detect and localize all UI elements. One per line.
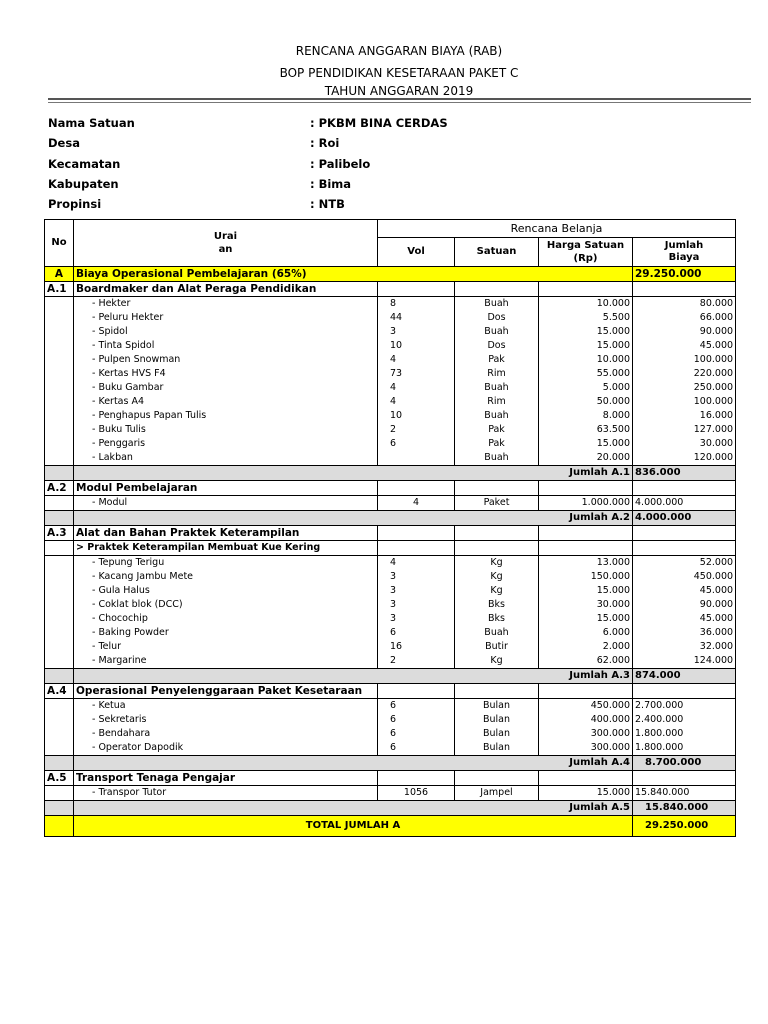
item-jumlah: 100.000 — [633, 353, 736, 367]
empty-cell — [45, 654, 74, 669]
doc-year: TAHUN ANGGARAN 2019 — [324, 84, 474, 98]
item-harga: 2.000 — [539, 640, 633, 654]
info-value: : Roi — [310, 136, 340, 150]
item-name: - Hekter — [74, 297, 378, 312]
table-row — [45, 556, 736, 571]
item-satuan: Buah — [455, 381, 539, 395]
item-satuan: Kg — [455, 654, 539, 669]
item-satuan: Bks — [455, 612, 539, 626]
table-row — [45, 626, 736, 640]
item-name: - Margarine — [74, 654, 378, 669]
sum-row — [45, 466, 736, 481]
item-name: - Operator Dapodik — [74, 741, 378, 756]
item-harga: 450.000 — [539, 699, 633, 714]
empty-cell — [45, 669, 74, 684]
sum-value: 4.000.000 — [633, 511, 736, 526]
item-harga: 6.000 — [539, 626, 633, 640]
empty-cell — [539, 481, 633, 496]
section-title: Operasional Penyelenggaraan Paket Kesetaraan — [74, 684, 378, 699]
item-harga: 55.000 — [539, 367, 633, 381]
item-jumlah: 32.000 — [633, 640, 736, 654]
item-satuan: Kg — [455, 556, 539, 571]
empty-cell — [45, 584, 74, 598]
item-satuan: Buah — [455, 626, 539, 640]
item-satuan: Paket — [455, 496, 539, 511]
item-harga: 62.000 — [539, 654, 633, 669]
table-row — [45, 598, 736, 612]
sum-label: Jumlah A.4 — [74, 756, 633, 771]
table-row — [45, 786, 736, 801]
table-row — [45, 654, 736, 669]
item-vol: 3 — [378, 325, 455, 339]
item-vol: 10 — [378, 339, 455, 353]
item-jumlah: 52.000 — [633, 556, 736, 571]
empty-cell — [539, 282, 633, 297]
section-row-a — [45, 267, 736, 282]
doc-subtitle: BOP PENDIDIKAN KESETARAAN PAKET C — [279, 66, 519, 80]
col-satuan-header: Satuan — [455, 238, 539, 267]
sum-label: Jumlah A.2 — [74, 511, 633, 526]
sum-row — [45, 756, 736, 771]
empty-cell — [45, 466, 74, 481]
item-vol: 3 — [378, 598, 455, 612]
table-row — [45, 423, 736, 437]
col-rencana-header: Rencana Belanja — [378, 220, 736, 238]
empty-cell — [45, 801, 74, 816]
item-harga: 150.000 — [539, 570, 633, 584]
item-jumlah: 1.800.000 — [633, 727, 736, 741]
info-label: Kecamatan — [48, 157, 121, 171]
item-vol: 10 — [378, 409, 455, 423]
item-jumlah: 2.700.000 — [633, 699, 736, 714]
table-row — [45, 727, 736, 741]
empty-cell — [45, 640, 74, 654]
item-vol: 3 — [378, 570, 455, 584]
item-jumlah: 124.000 — [633, 654, 736, 669]
section-row — [45, 526, 736, 541]
item-satuan: Rim — [455, 395, 539, 409]
item-name: - Lakban — [74, 451, 378, 466]
table-row — [45, 640, 736, 654]
total-label: TOTAL JUMLAH A — [74, 816, 633, 837]
item-satuan: Bulan — [455, 727, 539, 741]
item-jumlah: 120.000 — [633, 451, 736, 466]
table-row — [45, 741, 736, 756]
info-value: : NTB — [310, 197, 345, 211]
empty-cell — [45, 381, 74, 395]
item-jumlah: 2.400.000 — [633, 713, 736, 727]
section-row — [45, 481, 736, 496]
item-jumlah: 1.800.000 — [633, 741, 736, 756]
item-vol: 6 — [378, 727, 455, 741]
section-row — [45, 684, 736, 699]
item-name: - Tinta Spidol — [74, 339, 378, 353]
item-name: - Modul — [74, 496, 378, 511]
item-harga: 15.000 — [539, 584, 633, 598]
empty-cell — [45, 311, 74, 325]
item-name: - Peluru Hekter — [74, 311, 378, 325]
table-row — [45, 395, 736, 409]
item-harga: 5.000 — [539, 381, 633, 395]
section-no: A — [45, 267, 74, 282]
empty-cell — [45, 741, 74, 756]
item-jumlah: 250.000 — [633, 381, 736, 395]
section-no: A.4 — [45, 684, 74, 699]
item-jumlah: 4.000.000 — [633, 496, 736, 511]
col-jumlah-header: Jumlah Biaya — [633, 238, 736, 267]
item-name: - Baking Powder — [74, 626, 378, 640]
item-vol: 6 — [378, 699, 455, 714]
item-jumlah: 220.000 — [633, 367, 736, 381]
empty-cell — [45, 451, 74, 466]
item-vol: 4 — [378, 496, 455, 511]
section-title: Alat dan Bahan Praktek Keterampilan — [74, 526, 378, 541]
sum-row — [45, 801, 736, 816]
table-row — [45, 496, 736, 511]
item-satuan: Pak — [455, 423, 539, 437]
item-vol: 4 — [378, 353, 455, 367]
empty-cell — [455, 771, 539, 786]
item-name: - Chocochip — [74, 612, 378, 626]
item-name: - Transpor Tutor — [74, 786, 378, 801]
item-vol: 4 — [378, 381, 455, 395]
item-jumlah: 45.000 — [633, 339, 736, 353]
item-harga: 1.000.000 — [539, 496, 633, 511]
item-name: - Ketua — [74, 699, 378, 714]
empty-cell — [45, 699, 74, 714]
sum-value: 874.000 — [633, 669, 736, 684]
empty-cell — [378, 481, 455, 496]
item-satuan: Dos — [455, 311, 539, 325]
item-satuan: Dos — [455, 339, 539, 353]
empty-cell — [633, 684, 736, 699]
empty-cell — [45, 816, 74, 837]
item-vol: 3 — [378, 584, 455, 598]
sum-value: 836.000 — [633, 466, 736, 481]
section-no: A.2 — [45, 481, 74, 496]
empty-cell — [455, 526, 539, 541]
empty-cell — [45, 727, 74, 741]
item-harga: 15.000 — [539, 325, 633, 339]
item-vol: 73 — [378, 367, 455, 381]
section-total: 29.250.000 — [633, 267, 736, 282]
item-vol: 44 — [378, 311, 455, 325]
empty-cell — [378, 541, 455, 556]
col-vol-header: Vol — [378, 238, 455, 267]
sum-value: 15.840.000 — [633, 801, 736, 816]
sum-label: Jumlah A.5 — [74, 801, 633, 816]
section-no: A.1 — [45, 282, 74, 297]
sum-row — [45, 511, 736, 526]
sum-row — [45, 669, 736, 684]
empty-cell — [45, 612, 74, 626]
item-name: - Spidol — [74, 325, 378, 339]
empty-cell — [455, 481, 539, 496]
item-name: - Kacang Jambu Mete — [74, 570, 378, 584]
section-no: A.3 — [45, 526, 74, 541]
item-jumlah: 80.000 — [633, 297, 736, 312]
empty-cell — [45, 626, 74, 640]
item-jumlah: 127.000 — [633, 423, 736, 437]
item-satuan: Jampel — [455, 786, 539, 801]
info-label: Desa — [48, 136, 80, 150]
empty-cell — [45, 496, 74, 511]
table-row — [45, 311, 736, 325]
item-name: - Kertas HVS F4 — [74, 367, 378, 381]
col-harga-header: Harga Satuan (Rp) — [539, 238, 633, 267]
empty-cell — [633, 481, 736, 496]
empty-cell — [45, 339, 74, 353]
empty-cell — [45, 713, 74, 727]
empty-cell — [378, 526, 455, 541]
item-satuan: Bulan — [455, 741, 539, 756]
info-label: Nama Satuan — [48, 116, 135, 130]
col-no-header: No — [45, 220, 74, 267]
item-harga: 15.000 — [539, 437, 633, 451]
section-row — [45, 282, 736, 297]
empty-cell — [455, 541, 539, 556]
table-row — [45, 584, 736, 598]
table-row — [45, 381, 736, 395]
item-vol: 3 — [378, 612, 455, 626]
item-harga: 15.000 — [539, 612, 633, 626]
empty-cell — [45, 598, 74, 612]
item-harga: 50.000 — [539, 395, 633, 409]
item-name: - Bendahara — [74, 727, 378, 741]
item-jumlah: 36.000 — [633, 626, 736, 640]
item-harga: 63.500 — [539, 423, 633, 437]
item-vol: 6 — [378, 437, 455, 451]
sum-label: Jumlah A.3 — [74, 669, 633, 684]
empty-cell — [45, 511, 74, 526]
item-name: - Gula Halus — [74, 584, 378, 598]
empty-cell — [45, 353, 74, 367]
item-vol: 6 — [378, 626, 455, 640]
total-row — [45, 816, 736, 837]
sum-value: 8.700.000 — [633, 756, 736, 771]
empty-cell — [633, 541, 736, 556]
table-row — [45, 713, 736, 727]
empty-cell — [45, 395, 74, 409]
item-name: - Buku Tulis — [74, 423, 378, 437]
item-harga: 20.000 — [539, 451, 633, 466]
item-satuan: Kg — [455, 570, 539, 584]
item-satuan: Bks — [455, 598, 539, 612]
empty-cell — [45, 325, 74, 339]
table-row — [45, 570, 736, 584]
table-row — [45, 339, 736, 353]
empty-cell — [45, 570, 74, 584]
item-satuan: Kg — [455, 584, 539, 598]
empty-cell — [45, 437, 74, 451]
item-harga: 15.000 — [539, 339, 633, 353]
table-row — [45, 353, 736, 367]
empty-cell — [539, 526, 633, 541]
item-satuan: Rim — [455, 367, 539, 381]
subsection-row — [45, 541, 736, 556]
empty-cell — [539, 684, 633, 699]
item-satuan: Pak — [455, 353, 539, 367]
item-harga: 13.000 — [539, 556, 633, 571]
rab-table — [44, 219, 736, 837]
item-jumlah: 90.000 — [633, 325, 736, 339]
empty-cell — [539, 541, 633, 556]
header-rule — [48, 98, 751, 100]
section-row — [45, 771, 736, 786]
item-vol: 2 — [378, 654, 455, 669]
item-jumlah: 16.000 — [633, 409, 736, 423]
total-value: 29.250.000 — [633, 816, 736, 837]
table-row — [45, 699, 736, 714]
item-vol: 4 — [378, 556, 455, 571]
info-value: : PKBM BINA CERDAS — [310, 116, 448, 130]
item-name: - Kertas A4 — [74, 395, 378, 409]
item-vol: 6 — [378, 713, 455, 727]
doc-title: RENCANA ANGGARAN BIAYA (RAB) — [295, 44, 503, 58]
section-title: Modul Pembelajaran — [74, 481, 378, 496]
section-title: Biaya Operasional Pembelajaran (65%) — [74, 267, 633, 282]
header-rule-thin — [48, 102, 751, 103]
item-satuan: Buah — [455, 409, 539, 423]
item-jumlah: 66.000 — [633, 311, 736, 325]
item-name: - Coklat blok (DCC) — [74, 598, 378, 612]
info-value: : Bima — [310, 177, 352, 191]
item-jumlah: 45.000 — [633, 584, 736, 598]
empty-cell — [539, 771, 633, 786]
empty-cell — [45, 409, 74, 423]
item-jumlah: 30.000 — [633, 437, 736, 451]
empty-cell — [378, 684, 455, 699]
empty-cell — [633, 282, 736, 297]
item-vol: 2 — [378, 423, 455, 437]
item-name: - Pulpen Snowman — [74, 353, 378, 367]
table-row — [45, 367, 736, 381]
empty-cell — [45, 297, 74, 312]
info-label: Propinsi — [48, 197, 102, 211]
item-satuan: Bulan — [455, 699, 539, 714]
item-name: - Sekretaris — [74, 713, 378, 727]
section-no: A.5 — [45, 771, 74, 786]
empty-cell — [455, 684, 539, 699]
item-name: - Telur — [74, 640, 378, 654]
empty-cell — [633, 526, 736, 541]
item-name: - Buku Gambar — [74, 381, 378, 395]
item-vol: 16 — [378, 640, 455, 654]
table-row — [45, 437, 736, 451]
item-vol: 1056 — [378, 786, 455, 801]
section-title: Boardmaker dan Alat Peraga Pendidikan — [74, 282, 378, 297]
item-satuan: Buah — [455, 297, 539, 312]
table-row — [45, 325, 736, 339]
empty-cell — [45, 423, 74, 437]
empty-cell — [633, 771, 736, 786]
item-vol: 8 — [378, 297, 455, 312]
table-row — [45, 409, 736, 423]
item-satuan: Butir — [455, 640, 539, 654]
empty-cell — [455, 282, 539, 297]
item-vol — [378, 451, 455, 466]
info-label: Kabupaten — [48, 177, 119, 191]
item-jumlah: 15.840.000 — [633, 786, 736, 801]
item-jumlah: 450.000 — [633, 570, 736, 584]
table-row — [45, 451, 736, 466]
empty-cell — [45, 786, 74, 801]
col-uraian-header: Urai an — [74, 220, 378, 267]
subsection-title: > Praktek Keterampilan Membuat Kue Kering — [74, 541, 378, 556]
section-title: Transport Tenaga Pengajar — [74, 771, 378, 786]
item-vol: 6 — [378, 741, 455, 756]
item-name: - Tepung Terigu — [74, 556, 378, 571]
item-harga: 400.000 — [539, 713, 633, 727]
item-vol: 4 — [378, 395, 455, 409]
item-name: - Penggaris — [74, 437, 378, 451]
item-jumlah: 100.000 — [633, 395, 736, 409]
item-harga: 10.000 — [539, 297, 633, 312]
item-harga: 300.000 — [539, 741, 633, 756]
empty-cell — [45, 556, 74, 571]
empty-cell — [45, 756, 74, 771]
empty-cell — [45, 541, 74, 556]
table-row — [45, 297, 736, 312]
item-jumlah: 90.000 — [633, 598, 736, 612]
item-harga: 8.000 — [539, 409, 633, 423]
item-harga: 5.500 — [539, 311, 633, 325]
item-satuan: Buah — [455, 325, 539, 339]
empty-cell — [45, 367, 74, 381]
table-row — [45, 612, 736, 626]
info-value: : Palibelo — [310, 157, 371, 171]
item-harga: 30.000 — [539, 598, 633, 612]
sum-label: Jumlah A.1 — [74, 466, 633, 481]
empty-cell — [378, 282, 455, 297]
item-harga: 15.000 — [539, 786, 633, 801]
item-jumlah: 45.000 — [633, 612, 736, 626]
item-harga: 10.000 — [539, 353, 633, 367]
item-name: - Penghapus Papan Tulis — [74, 409, 378, 423]
item-satuan: Buah — [455, 451, 539, 466]
item-harga: 300.000 — [539, 727, 633, 741]
empty-cell — [378, 771, 455, 786]
item-satuan: Pak — [455, 437, 539, 451]
item-satuan: Bulan — [455, 713, 539, 727]
